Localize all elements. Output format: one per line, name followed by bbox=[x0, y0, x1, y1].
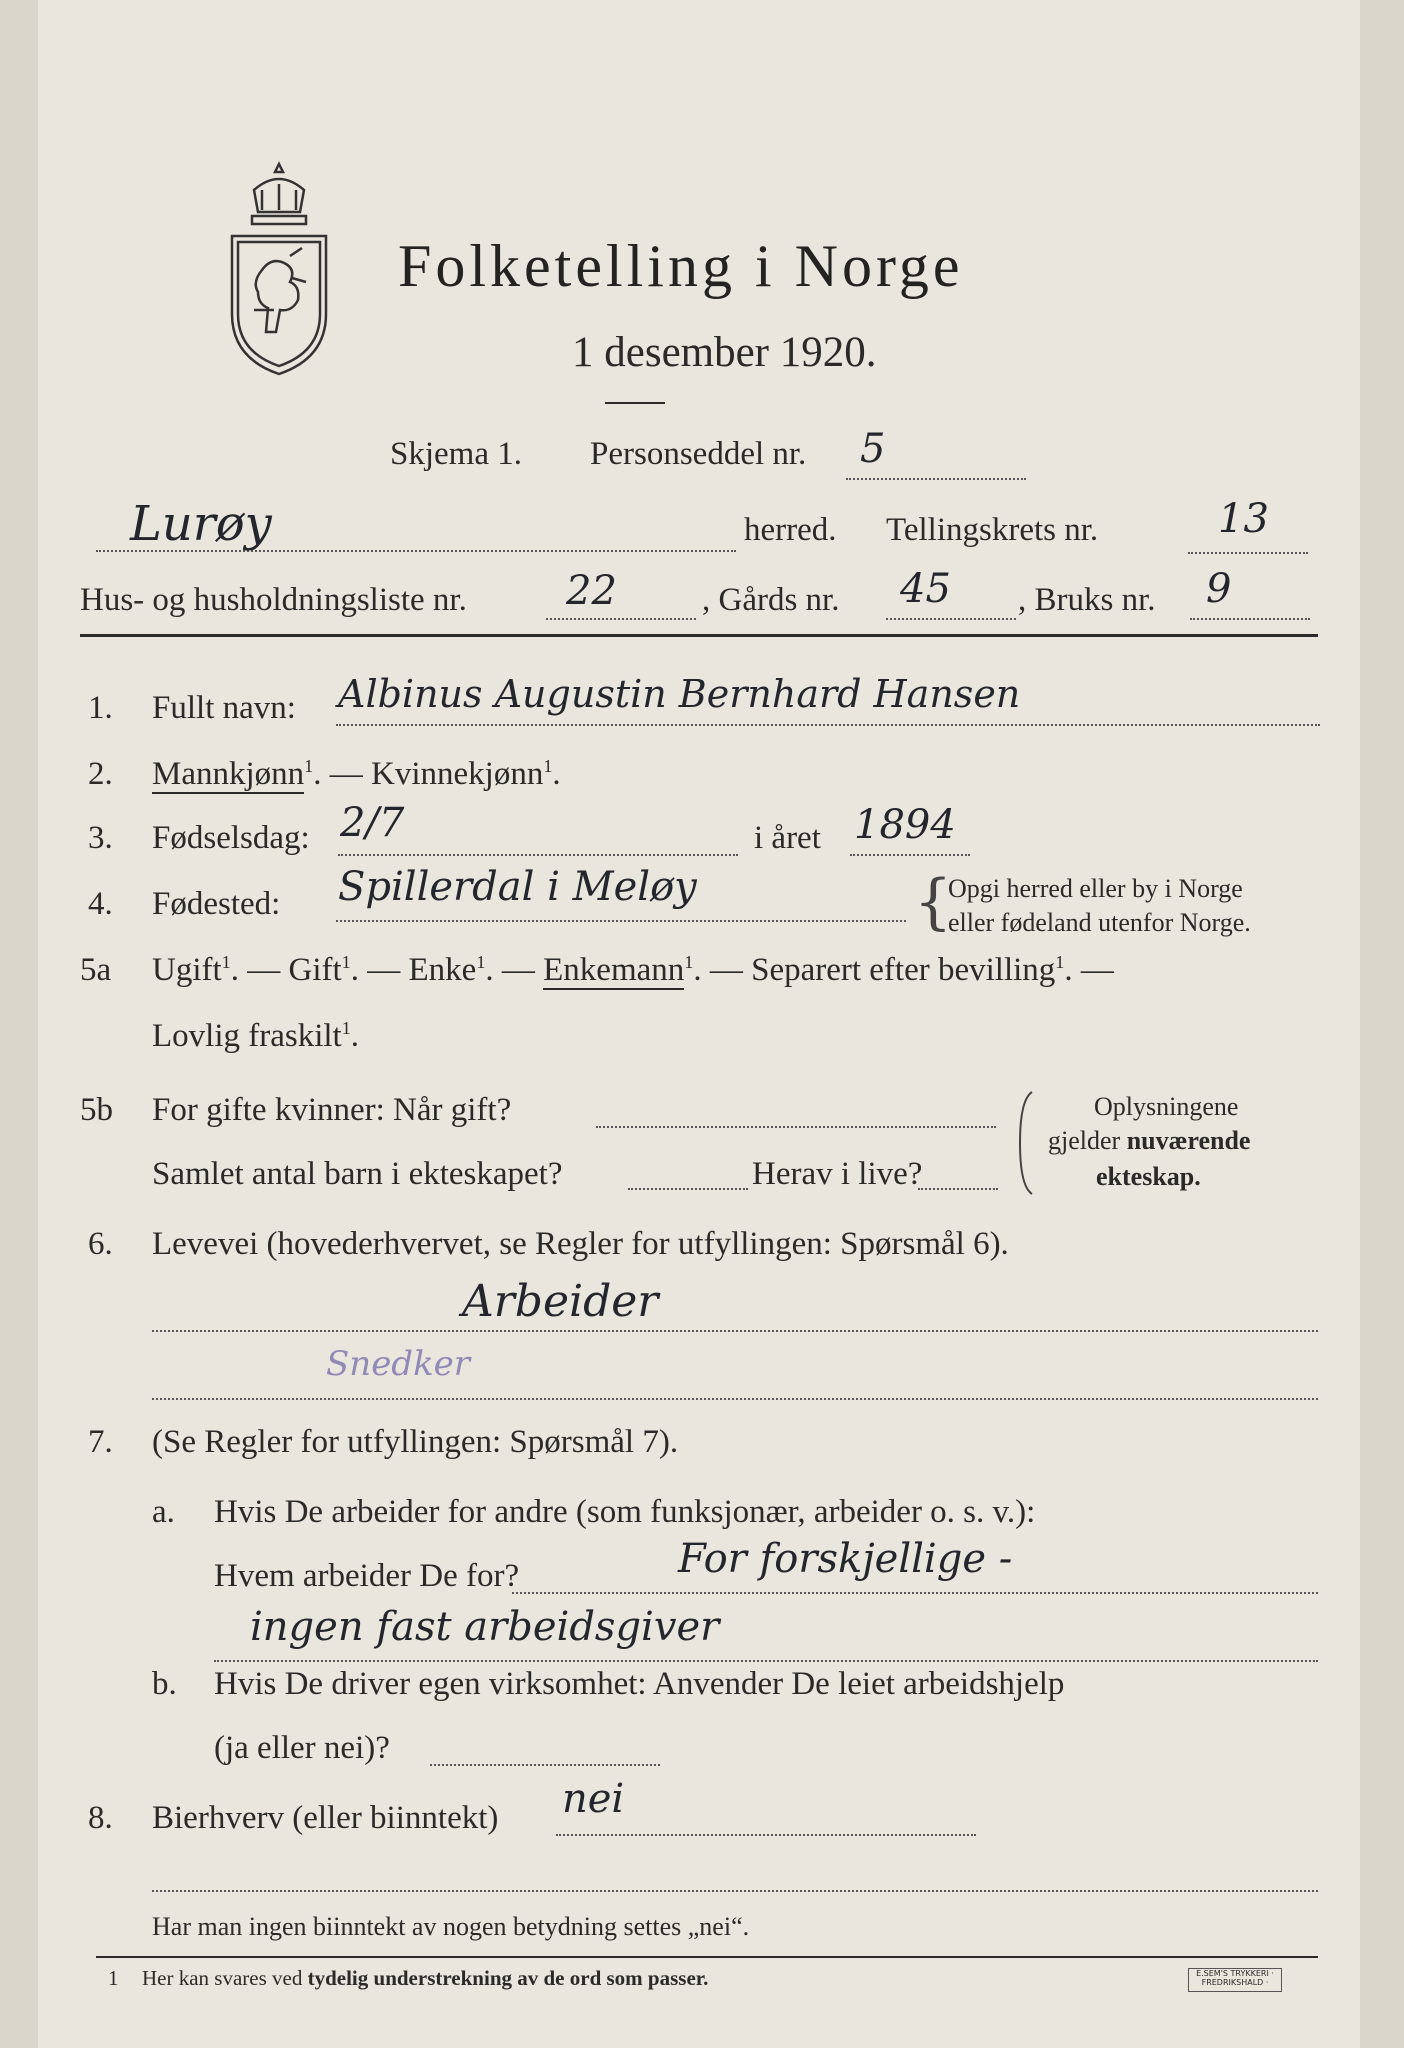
children-line bbox=[628, 1188, 748, 1190]
q7a-question: Hvem arbeider De for? bbox=[214, 1558, 520, 1594]
footer-rule bbox=[96, 1956, 1318, 1958]
hus-line bbox=[546, 618, 696, 620]
q8-label: Bierhverv (eller biinntekt) bbox=[152, 1800, 499, 1836]
q4-label: Fødested: bbox=[152, 886, 281, 922]
bruks-label: , Bruks nr. bbox=[1018, 582, 1156, 618]
lovlig-fraskilt-option: Lovlig fraskilt$^1$. bbox=[152, 1018, 360, 1054]
bruks-line bbox=[1190, 618, 1310, 620]
personseddel-line bbox=[846, 478, 1026, 480]
personseddel-value: 5 bbox=[860, 426, 886, 472]
tellingskrets-value: 13 bbox=[1218, 496, 1269, 542]
q7b-number: b. bbox=[152, 1666, 177, 1702]
birthday-value: 2/7 bbox=[340, 800, 405, 846]
herred-label: herred. bbox=[744, 512, 837, 548]
q7-number: 7. bbox=[88, 1424, 113, 1460]
q1-label: Fullt navn: bbox=[152, 690, 296, 726]
q5b-children-label: Samlet antal barn i ekteskapet? bbox=[152, 1156, 563, 1192]
q1-number: 1. bbox=[88, 690, 113, 726]
q6-number: 6. bbox=[88, 1226, 113, 1262]
skjema-label: Skjema 1. bbox=[390, 436, 522, 472]
q3-number: 3. bbox=[88, 820, 113, 856]
coat-of-arms-icon bbox=[224, 160, 334, 378]
q2-gender-line: Mannkjønn$^1$. — Kvinnekjønn$^1$. bbox=[152, 756, 561, 792]
ugift-option: Ugift bbox=[152, 952, 222, 988]
q7b-line bbox=[430, 1764, 660, 1766]
naar-gift-line bbox=[596, 1126, 996, 1128]
footer-note: Har man ingen biinntekt av nogen betydning settes „nei“. bbox=[152, 1912, 750, 1941]
bruks-value: 9 bbox=[1206, 566, 1232, 612]
q1-line bbox=[336, 724, 1320, 726]
q4-line bbox=[336, 920, 906, 922]
q5b-bracket bbox=[1016, 1090, 1036, 1196]
tellingskrets-line bbox=[1188, 552, 1308, 554]
q7a-number: a. bbox=[152, 1494, 175, 1530]
q5b-alive-label: Herav i live? bbox=[752, 1156, 923, 1192]
q4-note-1: Opgi herred eller by i Norge bbox=[948, 874, 1243, 903]
q4-number: 4. bbox=[88, 886, 113, 922]
q8-number: 8. bbox=[88, 1800, 113, 1836]
employer-value-1: For forskjellige - bbox=[678, 1536, 1013, 1582]
tellingskrets-label: Tellingskrets nr. bbox=[886, 512, 1099, 548]
gift-option: Gift bbox=[288, 952, 342, 988]
mannkjonn-option: Mannkjønn bbox=[152, 756, 305, 792]
q3-line bbox=[338, 854, 738, 856]
title-divider bbox=[605, 402, 665, 404]
footnote-number: 1 bbox=[108, 1966, 119, 1990]
q1-full-name: Albinus Augustin Bernhard Hansen bbox=[338, 672, 1021, 716]
q7a-text: Hvis De arbeider for andre (som funksjonær, arbeider o. s. v.): bbox=[214, 1494, 1036, 1530]
q7b-text: Hvis De driver egen virksomhet: Anvender De leiet arbeidshjelp bbox=[214, 1666, 1065, 1702]
personseddel-label: Personseddel nr. bbox=[590, 436, 807, 472]
gards-value: 45 bbox=[900, 566, 951, 612]
q5a-number: 5a bbox=[80, 952, 112, 988]
hus-value: 22 bbox=[566, 568, 617, 614]
q7a-line-2 bbox=[214, 1660, 1318, 1662]
birthplace-value: Spillerdal i Meløy bbox=[338, 864, 697, 910]
q6-label: Levevei (hovederhvervet, se Regler for utfyllingen: Spørsmål 6). bbox=[152, 1226, 1009, 1262]
side-income-value: nei bbox=[562, 1776, 625, 1822]
q2-number: 2. bbox=[88, 756, 113, 792]
gards-label: , Gårds nr. bbox=[702, 582, 840, 618]
q5b-note-1: Oplysningene bbox=[1094, 1092, 1239, 1121]
q5b-number: 5b bbox=[80, 1092, 113, 1128]
separert-option: Separert efter bevilling bbox=[751, 952, 1056, 988]
q5a-marital-options: Ugift$^1$. — Gift$^1$. — Enke$^1$. — Enkemann$^1$. — Separert efter bevilling$^1$. — bbox=[152, 952, 1114, 988]
q3-label: Fødselsdag: bbox=[152, 820, 310, 856]
q5b-note-3: ekteskap. bbox=[1096, 1162, 1201, 1191]
occupation-correction: Snedker bbox=[326, 1344, 471, 1384]
gards-line bbox=[886, 618, 1016, 620]
q5b-note-2: gjelder nuværende bbox=[1048, 1126, 1251, 1155]
kvinnekjonn-option: Kvinnekjønn bbox=[371, 756, 544, 792]
q5b-line-1: For gifte kvinner: Når gift? bbox=[152, 1092, 512, 1128]
hus-label: Hus- og husholdningsliste nr. bbox=[80, 582, 467, 618]
census-form-sheet bbox=[38, 0, 1360, 2048]
aaret-label: i året bbox=[754, 820, 821, 856]
enke-option: Enke bbox=[408, 952, 477, 988]
q8-line-2 bbox=[152, 1890, 1318, 1892]
herred-value: Lurøy bbox=[130, 496, 272, 552]
q6-line-2 bbox=[152, 1398, 1318, 1400]
birth-year-value: 1894 bbox=[854, 802, 956, 848]
enkemann-option: Enkemann bbox=[543, 952, 685, 988]
footnote-text: Her kan svares ved tydelig understrekning av de ord som passer. bbox=[142, 1966, 709, 1990]
q7a-line-1 bbox=[512, 1592, 1318, 1594]
occupation-value: Arbeider bbox=[462, 1276, 659, 1327]
q6-line-1 bbox=[152, 1330, 1318, 1332]
q7-label: (Se Regler for utfyllingen: Spørsmål 7). bbox=[152, 1424, 679, 1460]
q4-brace: { bbox=[914, 867, 953, 937]
header-rule bbox=[80, 634, 1318, 637]
q8-line bbox=[556, 1834, 976, 1836]
page-title: Folketelling i Norge bbox=[398, 233, 964, 299]
printer-stamp: E.SEM'S TRYKKERI · FREDRIKSHALD · bbox=[1188, 1968, 1282, 1992]
employer-value-2: ingen fast arbeidsgiver bbox=[250, 1604, 720, 1650]
census-date: 1 desember 1920. bbox=[572, 329, 877, 376]
aaret-line bbox=[850, 854, 970, 856]
q7b-question: (ja eller nei)? bbox=[214, 1730, 390, 1766]
q4-note-2: eller fødeland utenfor Norge. bbox=[948, 908, 1251, 937]
alive-line bbox=[918, 1188, 998, 1190]
